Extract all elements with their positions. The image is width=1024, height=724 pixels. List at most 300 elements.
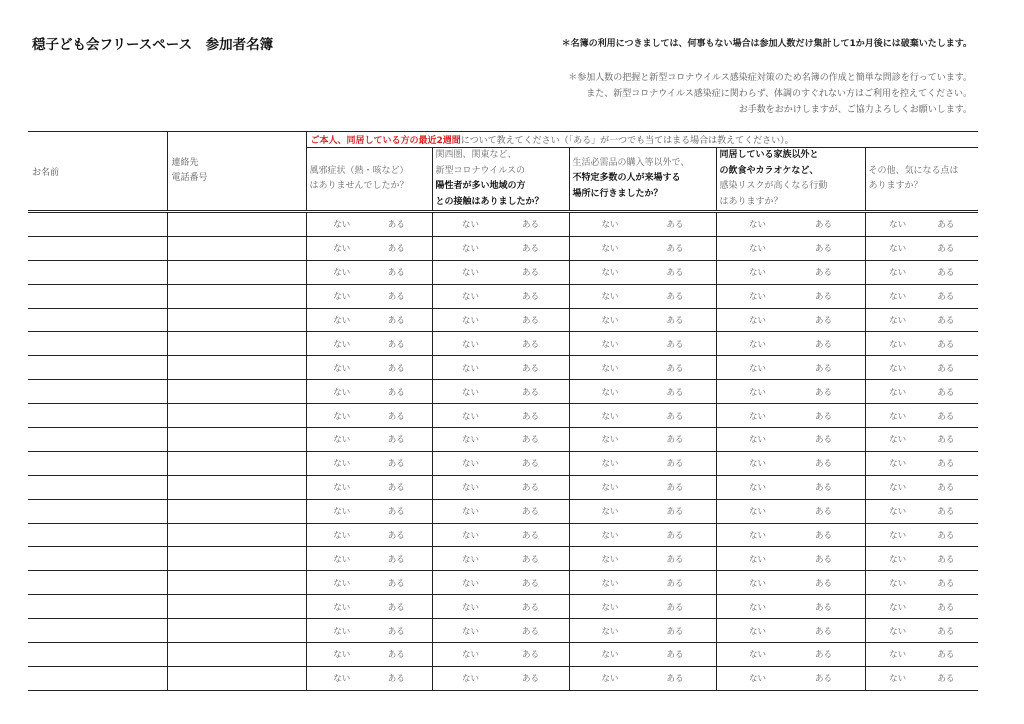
option-no[interactable]: ない — [601, 244, 619, 255]
option-yes[interactable]: ある — [937, 507, 955, 518]
option-no[interactable]: ない — [461, 674, 479, 685]
option-yes[interactable]: ある — [814, 578, 832, 589]
question-text-line: 生活必需品の購入等以外で、 — [572, 157, 690, 168]
answer-cell — [306, 523, 432, 547]
answer-cell — [569, 666, 716, 690]
question-header-4 — [716, 148, 865, 211]
option-no[interactable]: ない — [748, 531, 766, 542]
option-no[interactable]: ない — [889, 602, 907, 613]
table-row — [28, 260, 978, 284]
answer-cell — [716, 547, 865, 571]
option-yes[interactable]: ある — [521, 220, 539, 231]
option-yes[interactable]: ある — [666, 316, 684, 326]
option-yes[interactable]: ある — [387, 459, 405, 470]
option-yes[interactable]: ある — [814, 363, 832, 374]
answer-options — [433, 433, 569, 445]
answer-options — [307, 457, 432, 469]
option-yes[interactable]: ある — [814, 554, 832, 565]
name-cell[interactable] — [28, 308, 167, 332]
option-no[interactable]: ない — [601, 387, 619, 398]
option-yes[interactable]: ある — [814, 292, 832, 303]
option-yes[interactable]: ある — [814, 411, 832, 422]
option-yes[interactable]: ある — [387, 578, 405, 589]
option-yes[interactable]: ある — [666, 531, 684, 542]
option-no[interactable]: ない — [889, 363, 907, 374]
option-no[interactable]: ない — [461, 531, 479, 542]
option-yes[interactable]: ある — [387, 363, 405, 374]
phone-cell[interactable] — [167, 619, 306, 643]
option-yes[interactable]: ある — [814, 339, 832, 350]
answer-cell — [569, 284, 716, 308]
name-cell[interactable] — [28, 428, 167, 452]
option-yes[interactable]: ある — [521, 554, 539, 565]
option-no[interactable]: ない — [333, 554, 351, 565]
option-no[interactable]: ない — [889, 387, 907, 398]
option-yes[interactable]: ある — [666, 220, 684, 231]
option-yes[interactable]: ある — [521, 650, 539, 661]
option-yes[interactable]: ある — [521, 363, 539, 374]
question-text-line: はありませんでしたか？ — [309, 181, 409, 191]
option-no[interactable]: ない — [461, 435, 479, 446]
option-yes[interactable]: ある — [666, 435, 684, 446]
option-yes[interactable]: ある — [666, 578, 684, 589]
option-yes[interactable]: ある — [387, 244, 405, 255]
option-yes[interactable]: ある — [521, 507, 539, 518]
option-yes[interactable]: ある — [387, 268, 405, 279]
phone-cell[interactable] — [167, 547, 306, 571]
name-cell[interactable] — [28, 499, 167, 523]
answer-cell — [569, 260, 716, 284]
option-no[interactable]: ない — [748, 292, 766, 303]
option-yes[interactable]: ある — [937, 268, 955, 279]
option-no[interactable]: ない — [333, 292, 351, 303]
option-no[interactable]: ない — [748, 316, 766, 326]
option-no[interactable]: ない — [333, 626, 351, 637]
option-no[interactable]: ない — [461, 316, 479, 326]
option-no[interactable]: ない — [461, 220, 479, 231]
option-no[interactable]: ない — [461, 363, 479, 374]
option-yes[interactable]: ある — [521, 674, 539, 685]
name-cell[interactable] — [28, 595, 167, 619]
option-yes[interactable]: ある — [387, 387, 405, 398]
name-cell[interactable] — [28, 451, 167, 475]
answer-cell — [716, 260, 865, 284]
answer-cell — [716, 451, 865, 475]
option-no[interactable]: ない — [748, 411, 766, 422]
option-yes[interactable]: ある — [387, 531, 405, 542]
option-no[interactable]: ない — [889, 435, 907, 446]
option-no[interactable]: ない — [461, 244, 479, 255]
option-yes[interactable]: ある — [387, 292, 405, 303]
answer-cell — [865, 619, 978, 643]
option-no[interactable]: ない — [889, 578, 907, 589]
option-no[interactable]: ない — [333, 411, 351, 422]
option-yes[interactable]: ある — [814, 674, 832, 685]
phone-cell[interactable] — [167, 595, 306, 619]
notice-line: ＊参加人数の把握と新型コロナウイルス感染症対策のため名簿の作成と簡単な問診を行っています。 — [568, 73, 972, 83]
option-yes[interactable]: ある — [666, 554, 684, 565]
question-header-2 — [432, 148, 569, 211]
option-yes[interactable]: ある — [387, 626, 405, 637]
option-yes[interactable]: ある — [666, 507, 684, 518]
option-yes[interactable]: ある — [521, 531, 539, 542]
option-no[interactable]: ない — [889, 554, 907, 565]
option-yes[interactable]: ある — [937, 363, 955, 374]
option-yes[interactable]: ある — [387, 411, 405, 422]
option-no[interactable]: ない — [748, 459, 766, 470]
answer-options — [866, 266, 979, 278]
answer-cell — [865, 404, 978, 428]
answer-options — [866, 529, 979, 541]
answer-cell — [865, 595, 978, 619]
name-cell[interactable] — [28, 404, 167, 428]
answer-options — [433, 242, 569, 254]
answer-options — [433, 338, 569, 350]
option-no[interactable]: ない — [889, 292, 907, 303]
option-no[interactable]: ない — [889, 674, 907, 685]
option-no[interactable]: ない — [889, 316, 907, 326]
option-no[interactable]: ない — [889, 650, 907, 661]
name-cell[interactable] — [28, 212, 167, 237]
option-yes[interactable]: ある — [937, 650, 955, 661]
option-no[interactable]: ない — [461, 507, 479, 518]
phone-cell[interactable] — [167, 284, 306, 308]
option-yes[interactable]: ある — [666, 411, 684, 422]
phone-cell[interactable] — [167, 212, 306, 237]
option-yes[interactable]: ある — [387, 339, 405, 350]
banner-highlight: ご本人、同居している方の最近2週間 — [310, 136, 461, 146]
name-cell[interactable] — [28, 571, 167, 595]
option-no[interactable]: ない — [601, 268, 619, 279]
phone-cell[interactable] — [167, 475, 306, 499]
option-yes[interactable]: ある — [666, 650, 684, 661]
option-no[interactable]: ない — [748, 268, 766, 279]
option-yes[interactable]: ある — [521, 435, 539, 446]
option-yes[interactable]: ある — [387, 220, 405, 231]
option-yes[interactable]: ある — [937, 435, 955, 446]
option-yes[interactable]: ある — [814, 316, 832, 326]
option-no[interactable]: ない — [333, 339, 351, 350]
option-yes[interactable]: ある — [666, 483, 684, 494]
option-yes[interactable]: ある — [666, 459, 684, 470]
option-no[interactable]: ない — [333, 435, 351, 446]
option-no[interactable]: ない — [601, 411, 619, 422]
option-no[interactable]: ない — [748, 626, 766, 637]
answer-options — [570, 386, 716, 398]
option-no[interactable]: ない — [748, 387, 766, 398]
option-no[interactable]: ない — [601, 578, 619, 589]
option-yes[interactable]: ある — [387, 507, 405, 518]
name-cell[interactable] — [28, 475, 167, 499]
option-yes[interactable]: ある — [666, 268, 684, 279]
option-no[interactable]: ない — [889, 220, 907, 231]
option-yes[interactable]: ある — [814, 268, 832, 279]
option-no[interactable]: ない — [333, 244, 351, 255]
answer-cell — [306, 212, 432, 237]
option-yes[interactable]: ある — [937, 459, 955, 470]
option-yes[interactable]: ある — [387, 435, 405, 446]
option-yes[interactable]: ある — [814, 220, 832, 231]
phone-cell[interactable] — [167, 451, 306, 475]
option-no[interactable]: ない — [748, 435, 766, 446]
option-yes[interactable]: ある — [521, 411, 539, 422]
phone-cell[interactable] — [167, 380, 306, 404]
option-no[interactable]: ない — [601, 220, 619, 231]
option-no[interactable]: ない — [461, 339, 479, 350]
option-no[interactable]: ない — [889, 268, 907, 279]
option-no[interactable]: ない — [333, 674, 351, 685]
option-yes[interactable]: ある — [666, 626, 684, 637]
option-no[interactable]: ない — [601, 316, 619, 326]
phone-cell[interactable] — [167, 404, 306, 428]
option-no[interactable]: ない — [461, 387, 479, 398]
answer-cell — [865, 451, 978, 475]
name-cell[interactable] — [28, 332, 167, 356]
option-no[interactable]: ない — [333, 507, 351, 518]
answer-cell — [716, 619, 865, 643]
option-no[interactable]: ない — [461, 650, 479, 661]
answer-options — [433, 481, 569, 493]
answer-options — [866, 218, 979, 230]
option-no[interactable]: ない — [748, 578, 766, 589]
option-yes[interactable]: ある — [521, 244, 539, 255]
answer-options — [433, 314, 569, 326]
option-no[interactable]: ない — [333, 578, 351, 589]
option-yes[interactable]: ある — [387, 650, 405, 661]
option-no[interactable]: ない — [748, 363, 766, 374]
option-no[interactable]: ない — [461, 292, 479, 303]
answer-options — [717, 290, 865, 302]
answer-options — [433, 266, 569, 278]
option-no[interactable]: ない — [748, 674, 766, 685]
option-yes[interactable]: ある — [937, 674, 955, 685]
option-yes[interactable]: ある — [937, 531, 955, 542]
option-yes[interactable]: ある — [521, 339, 539, 350]
option-yes[interactable]: ある — [814, 626, 832, 637]
name-cell[interactable] — [28, 547, 167, 571]
option-no[interactable]: ない — [889, 339, 907, 350]
option-no[interactable]: ない — [461, 554, 479, 565]
option-no[interactable]: ない — [601, 650, 619, 661]
option-no[interactable]: ない — [601, 602, 619, 613]
option-no[interactable]: ない — [748, 554, 766, 565]
option-yes[interactable]: ある — [521, 292, 539, 303]
option-no[interactable]: ない — [333, 650, 351, 661]
answer-cell — [569, 236, 716, 260]
option-no[interactable]: ない — [601, 459, 619, 470]
option-no[interactable]: ない — [601, 435, 619, 446]
option-no[interactable]: ない — [748, 244, 766, 255]
name-cell[interactable] — [28, 380, 167, 404]
option-no[interactable]: ない — [748, 483, 766, 494]
option-no[interactable]: ない — [601, 531, 619, 542]
option-no[interactable]: ない — [333, 602, 351, 613]
option-no[interactable]: ない — [889, 459, 907, 470]
option-no[interactable]: ない — [333, 459, 351, 470]
option-yes[interactable]: ある — [521, 483, 539, 494]
option-yes[interactable]: ある — [814, 531, 832, 542]
answer-cell — [865, 547, 978, 571]
option-yes[interactable]: ある — [937, 554, 955, 565]
phone-cell[interactable] — [167, 428, 306, 452]
option-no[interactable]: ない — [601, 339, 619, 350]
name-cell[interactable] — [28, 260, 167, 284]
name-cell[interactable] — [28, 523, 167, 547]
option-no[interactable]: ない — [748, 507, 766, 518]
option-yes[interactable]: ある — [814, 435, 832, 446]
answer-cell — [306, 475, 432, 499]
option-yes[interactable]: ある — [937, 411, 955, 422]
option-yes[interactable]: ある — [937, 244, 955, 255]
option-yes[interactable]: ある — [521, 602, 539, 613]
option-yes[interactable]: ある — [814, 244, 832, 255]
answer-cell — [432, 571, 569, 595]
option-no[interactable]: ない — [748, 650, 766, 661]
option-yes[interactable]: ある — [814, 483, 832, 494]
phone-cell[interactable] — [167, 356, 306, 380]
option-yes[interactable]: ある — [666, 244, 684, 255]
option-yes[interactable]: ある — [937, 220, 955, 231]
answer-options — [307, 410, 432, 422]
option-yes[interactable]: ある — [521, 387, 539, 398]
option-no[interactable]: ない — [748, 220, 766, 231]
answer-cell — [569, 404, 716, 428]
table-row — [28, 475, 978, 499]
option-yes[interactable]: ある — [937, 578, 955, 589]
option-yes[interactable]: ある — [521, 578, 539, 589]
option-no[interactable]: ない — [889, 483, 907, 494]
phone-cell[interactable] — [167, 666, 306, 690]
option-no[interactable]: ない — [461, 602, 479, 613]
option-no[interactable]: ない — [889, 626, 907, 637]
answer-options — [307, 218, 432, 230]
banner-text: について教えてください（「ある」が一つでも当てはまる場合は教えてください）。 — [460, 136, 794, 146]
option-no[interactable]: ない — [601, 483, 619, 494]
name-cell[interactable] — [28, 666, 167, 690]
option-no[interactable]: ない — [461, 268, 479, 279]
answer-cell — [432, 308, 569, 332]
phone-cell[interactable] — [167, 260, 306, 284]
option-no[interactable]: ない — [333, 531, 351, 542]
option-yes[interactable]: ある — [814, 602, 832, 613]
option-yes[interactable]: ある — [666, 363, 684, 374]
phone-cell[interactable] — [167, 643, 306, 667]
option-no[interactable]: ない — [889, 411, 907, 422]
option-no[interactable]: ない — [461, 483, 479, 494]
option-yes[interactable]: ある — [521, 459, 539, 470]
option-no[interactable]: ない — [601, 292, 619, 303]
option-no[interactable]: ない — [461, 459, 479, 470]
phone-cell[interactable] — [167, 571, 306, 595]
option-yes[interactable]: ある — [937, 483, 955, 494]
option-no[interactable]: ない — [461, 626, 479, 637]
option-yes[interactable]: ある — [521, 626, 539, 637]
phone-cell[interactable] — [167, 523, 306, 547]
option-no[interactable]: ない — [461, 578, 479, 589]
option-yes[interactable]: ある — [937, 339, 955, 350]
notice-block — [568, 70, 972, 118]
option-yes[interactable]: ある — [666, 387, 684, 398]
answer-cell — [865, 356, 978, 380]
option-no[interactable]: ない — [601, 626, 619, 637]
answer-cell — [865, 236, 978, 260]
option-no[interactable]: ない — [333, 483, 351, 494]
option-yes[interactable]: ある — [937, 387, 955, 398]
option-yes[interactable]: ある — [666, 602, 684, 613]
option-no[interactable]: ない — [601, 554, 619, 565]
answer-options — [433, 577, 569, 589]
option-yes[interactable]: ある — [387, 602, 405, 613]
name-cell[interactable] — [28, 284, 167, 308]
answer-cell — [716, 523, 865, 547]
option-yes[interactable]: ある — [387, 674, 405, 685]
question-text-line: 感染リスクが高くなる行動 — [719, 181, 828, 191]
option-yes[interactable]: ある — [387, 316, 405, 326]
answer-cell — [432, 212, 569, 237]
option-yes[interactable]: ある — [814, 387, 832, 398]
option-no[interactable]: ない — [333, 387, 351, 398]
option-yes[interactable]: ある — [814, 459, 832, 470]
answer-cell — [306, 332, 432, 356]
option-yes[interactable]: ある — [521, 268, 539, 279]
option-yes[interactable]: ある — [814, 650, 832, 661]
name-cell[interactable] — [28, 643, 167, 667]
answer-cell — [569, 595, 716, 619]
option-yes[interactable]: ある — [937, 316, 955, 326]
answer-options — [307, 505, 432, 517]
answer-options — [717, 218, 865, 230]
option-no[interactable]: ない — [748, 602, 766, 613]
option-no[interactable]: ない — [461, 411, 479, 422]
phone-cell[interactable] — [167, 499, 306, 523]
option-yes[interactable]: ある — [387, 554, 405, 565]
answer-cell — [569, 212, 716, 237]
phone-cell[interactable] — [167, 236, 306, 260]
answer-cell — [865, 308, 978, 332]
name-cell[interactable] — [28, 619, 167, 643]
phone-cell[interactable] — [167, 332, 306, 356]
option-no[interactable]: ない — [601, 507, 619, 518]
option-yes[interactable]: ある — [666, 292, 684, 303]
option-no[interactable]: ない — [889, 531, 907, 542]
option-no[interactable]: ない — [333, 268, 351, 279]
option-no[interactable]: ない — [601, 363, 619, 374]
option-no[interactable]: ない — [889, 507, 907, 518]
name-cell[interactable] — [28, 236, 167, 260]
option-no[interactable]: ない — [333, 363, 351, 374]
option-no[interactable]: ない — [333, 316, 351, 326]
option-no[interactable]: ない — [889, 244, 907, 255]
option-no[interactable]: ない — [748, 339, 766, 350]
option-no[interactable]: ない — [333, 220, 351, 231]
option-yes[interactable]: ある — [937, 602, 955, 613]
option-yes[interactable]: ある — [937, 292, 955, 303]
answer-cell — [865, 523, 978, 547]
answer-cell — [306, 643, 432, 667]
phone-cell[interactable] — [167, 308, 306, 332]
option-yes[interactable]: ある — [387, 483, 405, 494]
option-yes[interactable]: ある — [666, 674, 684, 685]
option-yes[interactable]: ある — [937, 626, 955, 637]
option-yes[interactable]: ある — [814, 507, 832, 518]
option-yes[interactable]: ある — [666, 339, 684, 350]
answer-cell — [306, 356, 432, 380]
option-yes[interactable]: ある — [521, 316, 539, 326]
table-row — [28, 523, 978, 547]
contact-label: 連絡先 — [171, 158, 199, 168]
option-no[interactable]: ない — [601, 674, 619, 685]
name-cell[interactable] — [28, 356, 167, 380]
